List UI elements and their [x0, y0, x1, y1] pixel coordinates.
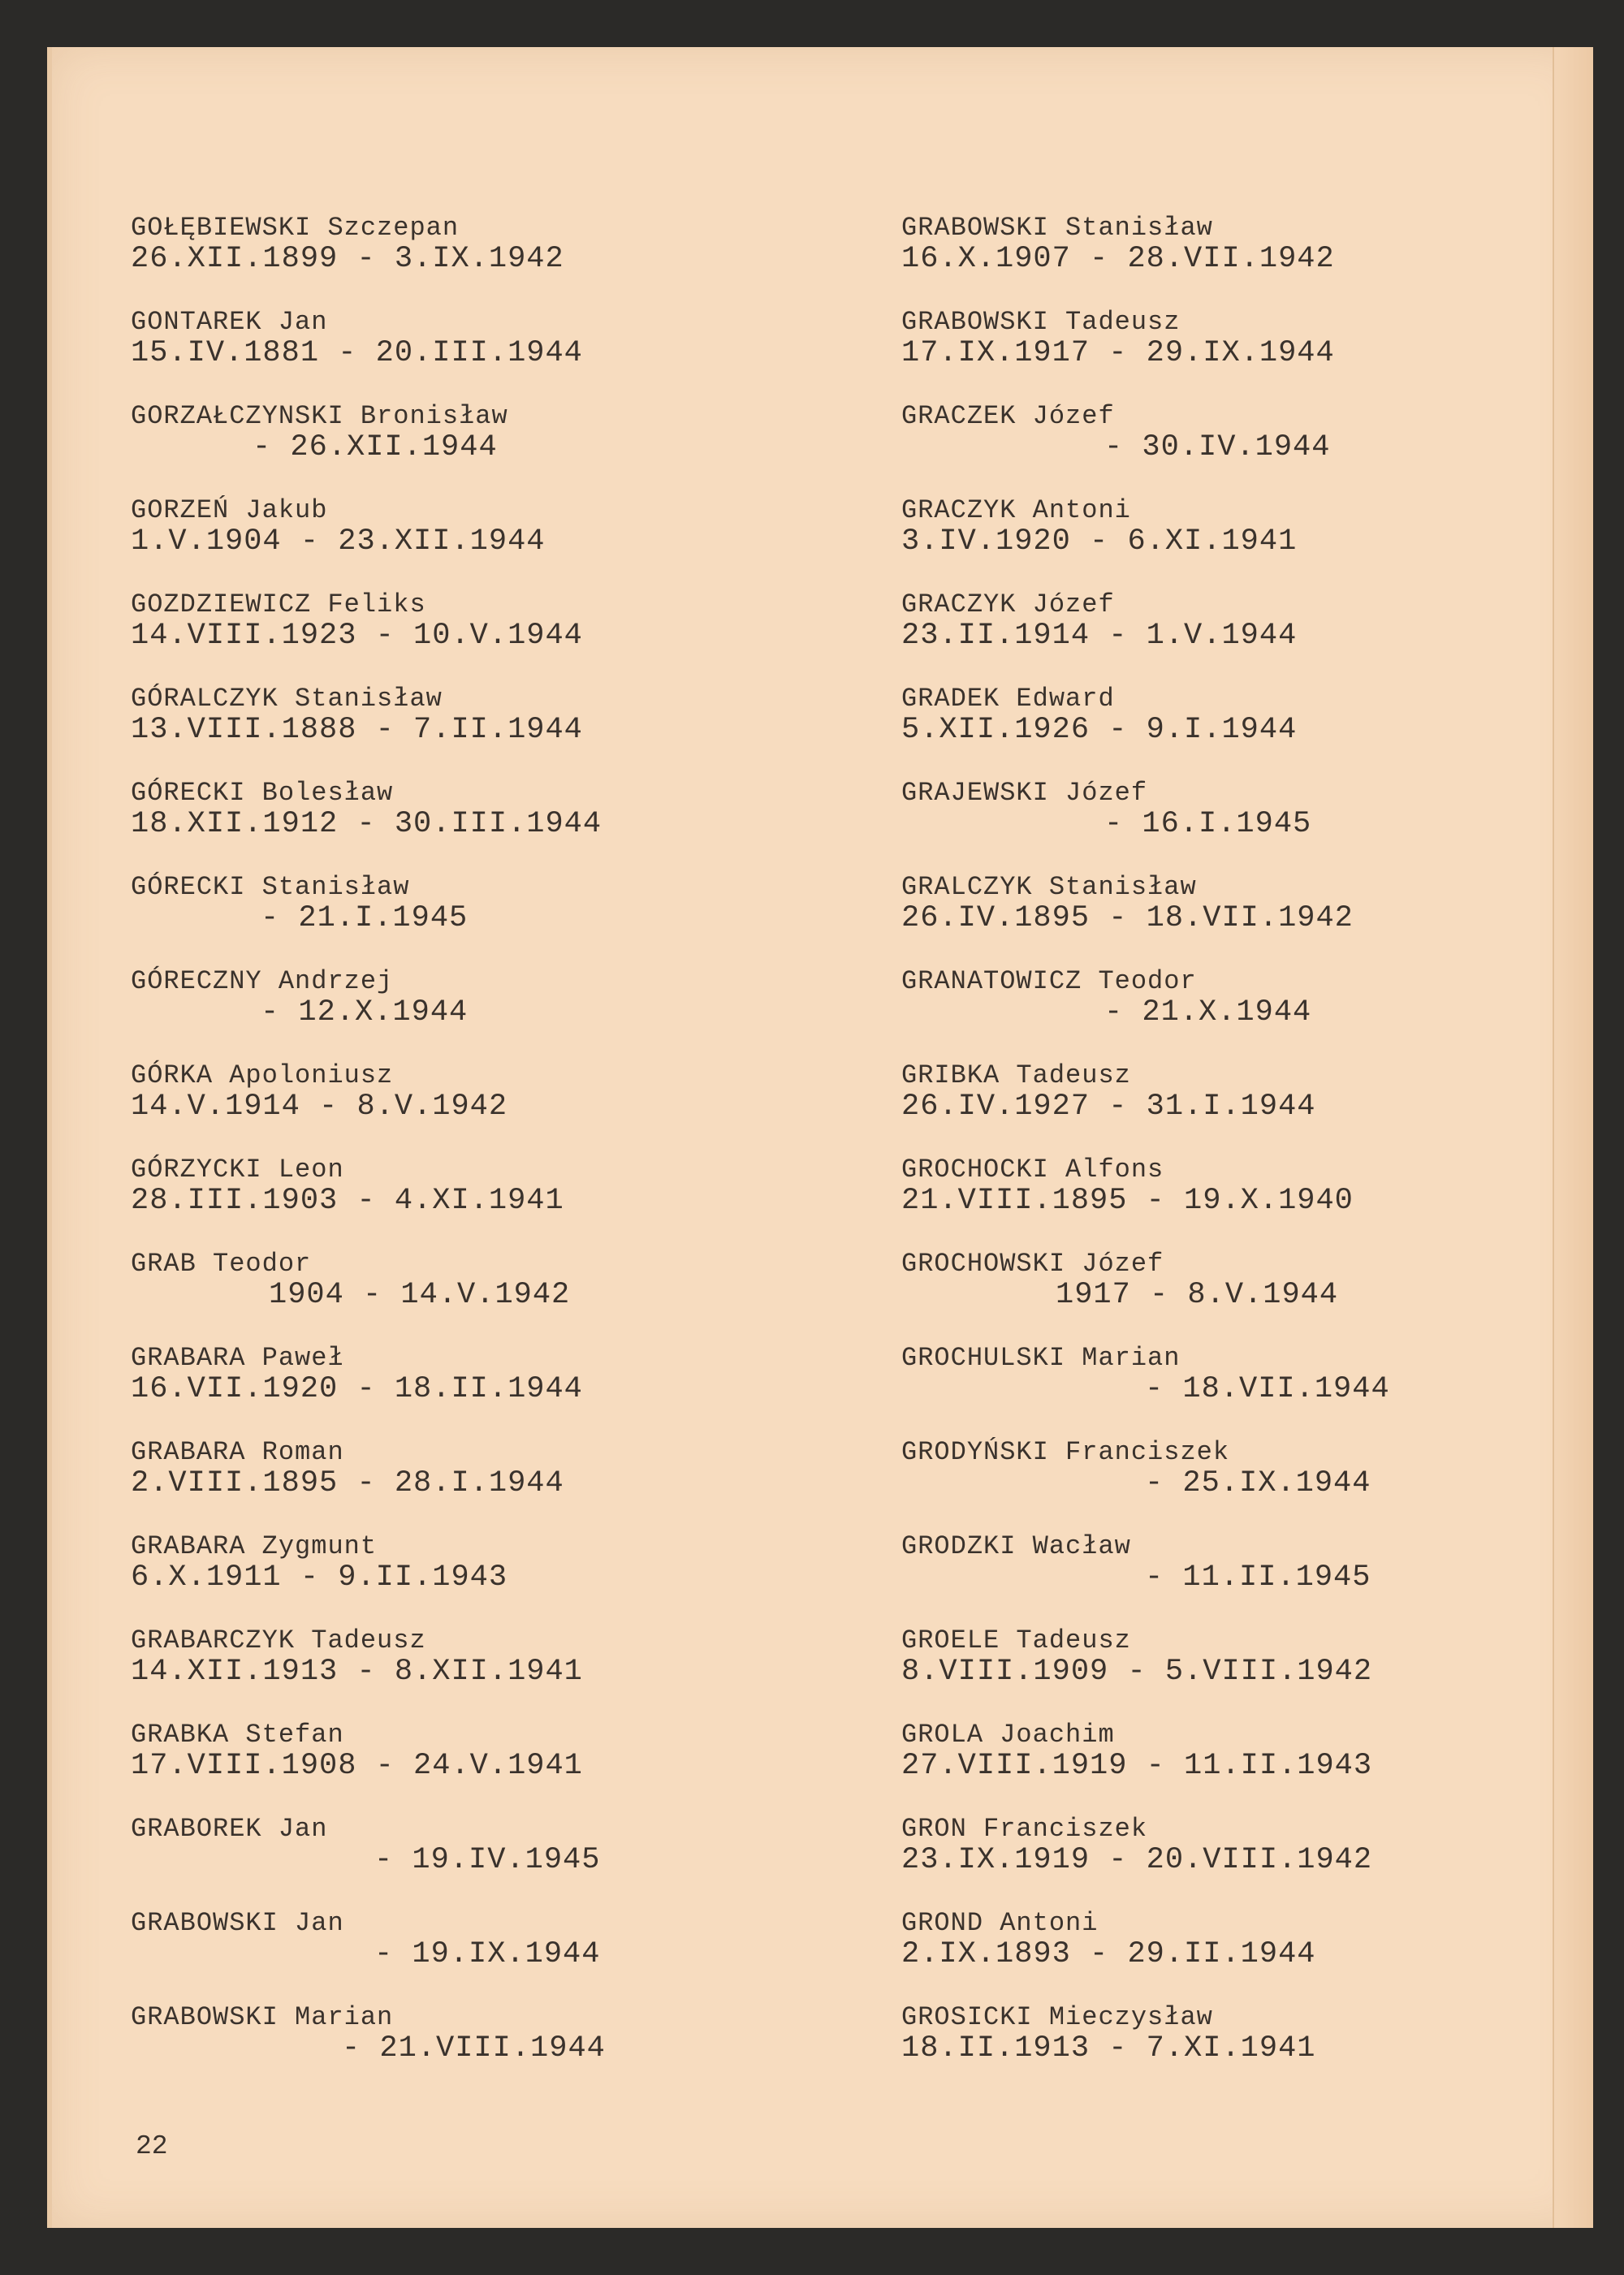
- entry-name: GROND Antoni: [901, 1908, 1099, 1938]
- entry-name: GROCHOCKI Alfons: [901, 1155, 1164, 1185]
- list-item: [131, 1344, 748, 1438]
- list-item: [901, 496, 1518, 590]
- entry-dates: - 12.X.1944: [261, 995, 469, 1030]
- list-item: [131, 779, 748, 873]
- list-item: [131, 684, 748, 779]
- entry-dates: - 25.IX.1944: [1145, 1466, 1371, 1500]
- entry-name: GRANATOWICZ Teodor: [901, 966, 1197, 996]
- list-item: [131, 1438, 748, 1532]
- list-item: [901, 402, 1518, 496]
- entry-name: GRABOWSKI Jan: [131, 1908, 344, 1938]
- list-item: [131, 2003, 748, 2097]
- entry-dates: 14.XII.1913 - 8.XII.1941: [131, 1655, 583, 1689]
- entry-dates: - 21.VIII.1944: [342, 2031, 606, 2066]
- list-item: [901, 590, 1518, 684]
- entry-dates: 1.V.1904 - 23.XII.1944: [131, 525, 546, 559]
- entry-name: GRABOWSKI Tadeusz: [901, 307, 1181, 337]
- entry-dates: 15.IV.1881 - 20.III.1944: [131, 336, 583, 370]
- document-page: [47, 47, 1587, 2228]
- list-item: [901, 1438, 1518, 1532]
- entry-dates: 26.IV.1895 - 18.VII.1942: [901, 901, 1354, 935]
- list-item: [901, 967, 1518, 1061]
- entry-name: GORZEŃ Jakub: [131, 495, 328, 525]
- entry-dates: 14.V.1914 - 8.V.1942: [131, 1090, 508, 1124]
- list-item: [131, 1250, 748, 1344]
- entry-dates: - 11.II.1945: [1145, 1561, 1371, 1595]
- list-item: [901, 2003, 1518, 2097]
- entry-name: GRACZYK Józef: [901, 589, 1115, 619]
- entry-dates: - 16.I.1945: [1104, 807, 1312, 841]
- list-item: [901, 1532, 1518, 1626]
- entry-dates: 13.VIII.1888 - 7.II.1944: [131, 713, 583, 747]
- entry-dates: - 19.IX.1944: [374, 1937, 601, 1971]
- list-item: [901, 214, 1518, 308]
- entry-dates: 28.III.1903 - 4.XI.1941: [131, 1184, 564, 1218]
- page-number: 22: [136, 2131, 168, 2161]
- right-column: [901, 214, 1518, 2097]
- list-item: [131, 1909, 748, 2003]
- left-column: [131, 214, 748, 2097]
- entry-dates: - 18.VII.1944: [1145, 1372, 1390, 1406]
- entry-dates: 17.VIII.1908 - 24.V.1941: [131, 1749, 583, 1783]
- list-item: [131, 873, 748, 967]
- entry-dates: 1917 - 8.V.1944: [1056, 1278, 1339, 1312]
- list-item: [131, 1626, 748, 1720]
- entry-dates: - 21.X.1944: [1104, 995, 1312, 1030]
- entry-name: GRABOREK Jan: [131, 1814, 328, 1844]
- list-item: [901, 1155, 1518, 1250]
- entry-dates: - 19.IV.1945: [374, 1843, 601, 1877]
- entry-name: GÓRALCZYK Stanisław: [131, 684, 443, 714]
- entry-dates: 16.VII.1920 - 18.II.1944: [131, 1372, 583, 1406]
- entry-dates: 14.VIII.1923 - 10.V.1944: [131, 619, 583, 653]
- page-edge: [1553, 47, 1593, 2228]
- entry-name: GRABARA Roman: [131, 1437, 344, 1467]
- entry-dates: 27.VIII.1919 - 11.II.1943: [901, 1749, 1373, 1783]
- list-item: [131, 590, 748, 684]
- entry-name: GROCHOWSKI Józef: [901, 1249, 1164, 1279]
- entry-dates: 3.IV.1920 - 6.XI.1941: [901, 525, 1298, 559]
- list-item: [901, 1720, 1518, 1815]
- entry-name: GRAB Teodor: [131, 1249, 312, 1279]
- entry-name: GRABARA Paweł: [131, 1343, 344, 1373]
- list-item: [131, 308, 748, 402]
- list-item: [901, 684, 1518, 779]
- entry-dates: 26.XII.1899 - 3.IX.1942: [131, 242, 564, 276]
- entry-dates: - 26.XII.1944: [253, 430, 498, 464]
- entry-name: GRABARA Zygmunt: [131, 1531, 378, 1561]
- list-item: [901, 1344, 1518, 1438]
- entry-name: GRODZKI Wacław: [901, 1531, 1131, 1561]
- entry-name: GRABKA Stefan: [131, 1720, 344, 1750]
- entry-dates: 26.IV.1927 - 31.I.1944: [901, 1090, 1316, 1124]
- entry-name: GROELE Tadeusz: [901, 1625, 1131, 1656]
- list-item: [131, 402, 748, 496]
- entry-name: GÓRECKI Bolesław: [131, 778, 394, 808]
- list-item: [131, 1720, 748, 1815]
- list-item: [131, 1532, 748, 1626]
- entry-name: GRACZEK Józef: [901, 401, 1115, 431]
- entry-dates: - 30.IV.1944: [1104, 430, 1331, 464]
- entry-dates: 1904 - 14.V.1942: [269, 1278, 571, 1312]
- entry-name: GOŁĘBIEWSKI Szczepan: [131, 213, 460, 243]
- entry-name: GRADEK Edward: [901, 684, 1115, 714]
- entry-dates: 2.VIII.1895 - 28.I.1944: [131, 1466, 564, 1500]
- entry-name: GÓRECZNY Andrzej: [131, 966, 394, 996]
- list-item: [131, 214, 748, 308]
- entry-name: GRABARCZYK Tadeusz: [131, 1625, 426, 1656]
- entry-name: GÓRZYCKI Leon: [131, 1155, 344, 1185]
- entry-dates: 21.VIII.1895 - 19.X.1940: [901, 1184, 1354, 1218]
- entry-dates: 2.IX.1893 - 29.II.1944: [901, 1937, 1316, 1971]
- entry-name: GRABOWSKI Stanisław: [901, 213, 1213, 243]
- entry-name: GRAJEWSKI Józef: [901, 778, 1148, 808]
- entry-name: GRABOWSKI Marian: [131, 2002, 394, 2032]
- list-item: [131, 496, 748, 590]
- list-item: [901, 779, 1518, 873]
- entry-dates: - 21.I.1945: [261, 901, 469, 935]
- list-item: [901, 1061, 1518, 1155]
- entry-dates: 23.II.1914 - 1.V.1944: [901, 619, 1298, 653]
- entry-name: GROLA Joachim: [901, 1720, 1115, 1750]
- entry-name: GRODYŃSKI Franciszek: [901, 1437, 1230, 1467]
- list-item: [901, 1626, 1518, 1720]
- entry-name: GRON Franciszek: [901, 1814, 1148, 1844]
- entry-dates: 5.XII.1926 - 9.I.1944: [901, 713, 1298, 747]
- entry-dates: 18.XII.1912 - 30.III.1944: [131, 807, 603, 841]
- entry-name: GORZAŁCZYNSKI Bronisław: [131, 401, 508, 431]
- list-item: [131, 1061, 748, 1155]
- list-item: [131, 1155, 748, 1250]
- list-item: [901, 1815, 1518, 1909]
- entry-dates: 6.X.1911 - 9.II.1943: [131, 1561, 508, 1595]
- entry-name: GOZDZIEWICZ Feliks: [131, 589, 426, 619]
- list-item: [901, 873, 1518, 967]
- entry-name: GÓRECKI Stanisław: [131, 872, 410, 902]
- entry-name: GRIBKA Tadeusz: [901, 1060, 1131, 1090]
- entry-name: GRACZYK Antoni: [901, 495, 1131, 525]
- list-item: [901, 1909, 1518, 2003]
- entry-name: GROSICKI Mieczysław: [901, 2002, 1213, 2032]
- list-item: [131, 967, 748, 1061]
- entry-dates: 18.II.1913 - 7.XI.1941: [901, 2031, 1316, 2066]
- entry-name: GRALCZYK Stanisław: [901, 872, 1197, 902]
- entry-dates: 16.X.1907 - 28.VII.1942: [901, 242, 1335, 276]
- entry-dates: 17.IX.1917 - 29.IX.1944: [901, 336, 1335, 370]
- entry-name: GROCHULSKI Marian: [901, 1343, 1181, 1373]
- entry-dates: 8.VIII.1909 - 5.VIII.1942: [901, 1655, 1373, 1689]
- entry-name: GÓRKA Apoloniusz: [131, 1060, 394, 1090]
- list-item: [901, 308, 1518, 402]
- entry-name: GONTAREK Jan: [131, 307, 328, 337]
- list-item: [131, 1815, 748, 1909]
- entry-dates: 23.IX.1919 - 20.VIII.1942: [901, 1843, 1373, 1877]
- list-item: [901, 1250, 1518, 1344]
